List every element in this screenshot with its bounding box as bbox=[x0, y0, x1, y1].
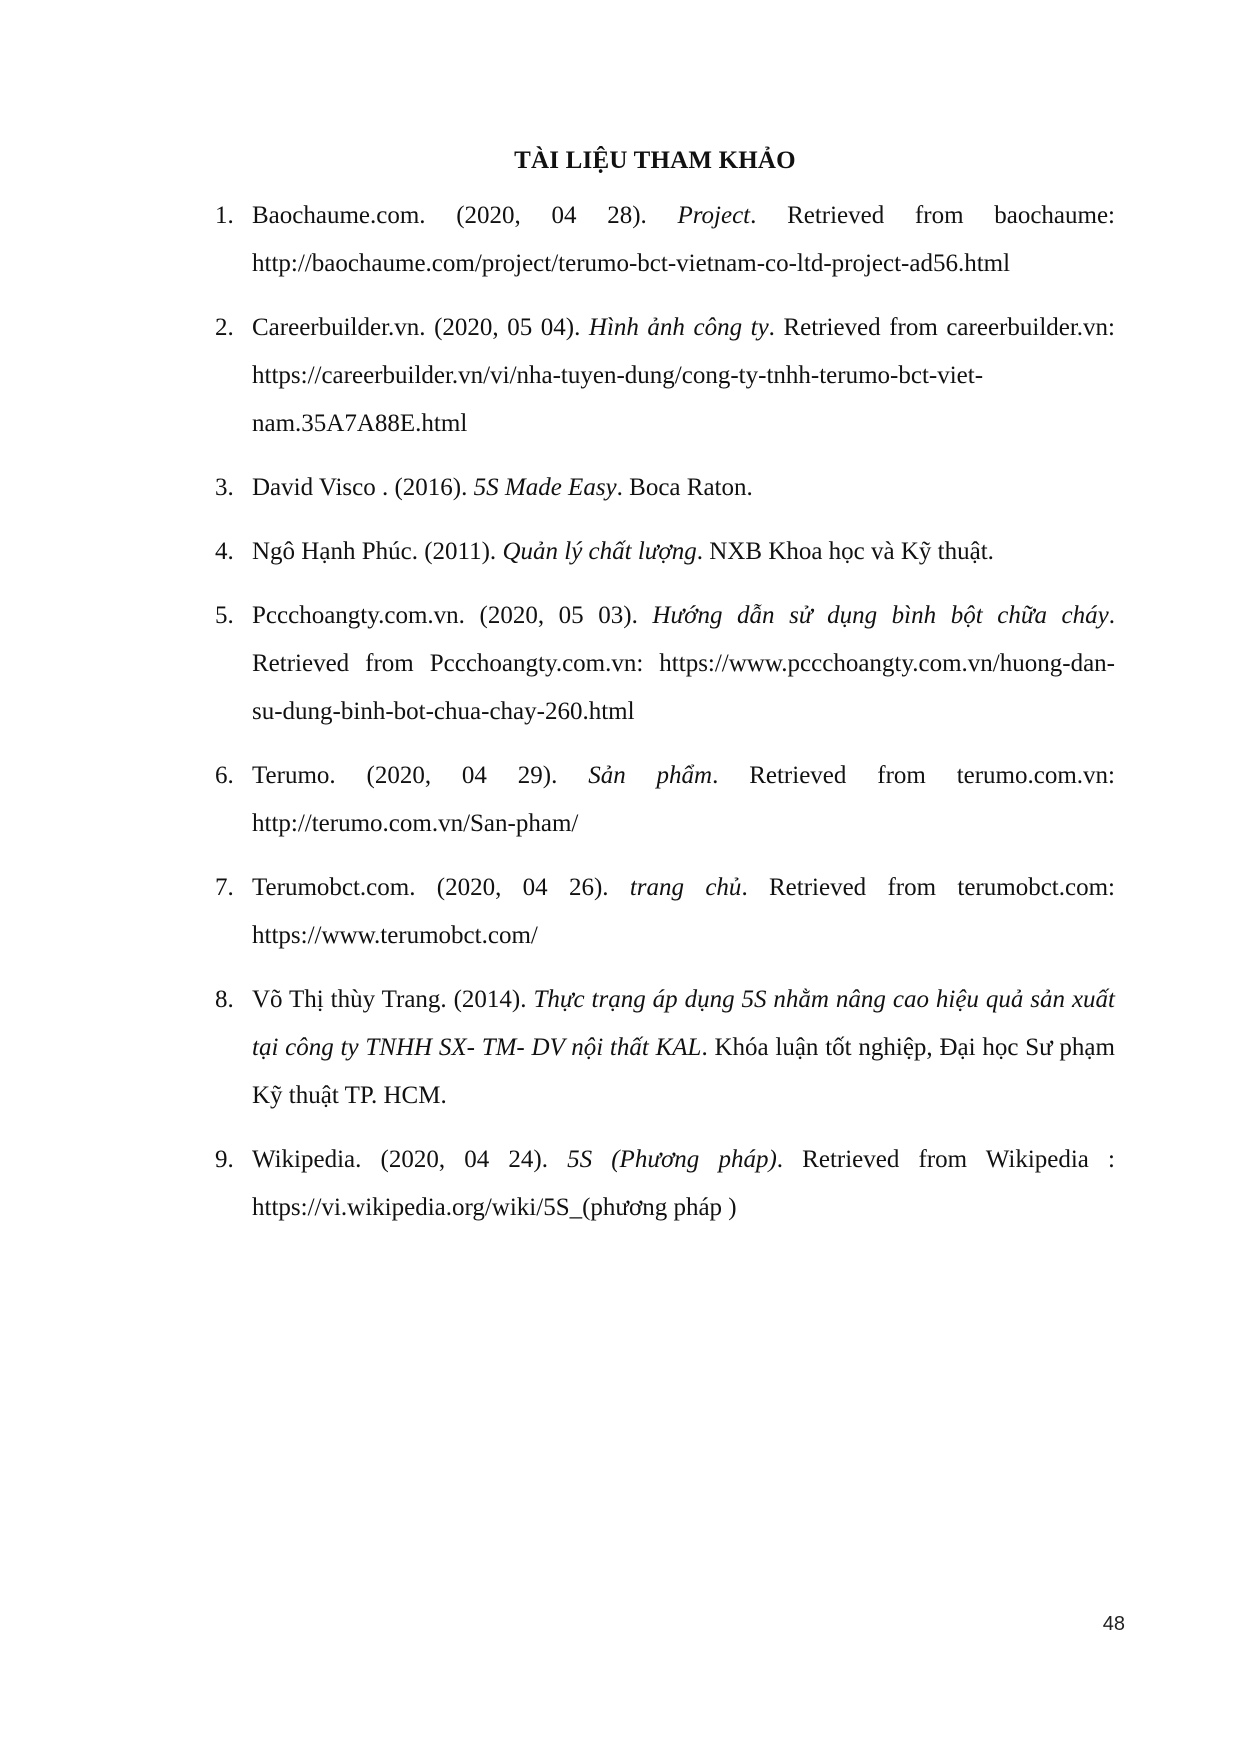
reference-text bbox=[252, 752, 1115, 848]
reference-text bbox=[252, 464, 1115, 512]
reference-text bbox=[252, 592, 1115, 736]
page-number: 48 bbox=[1102, 1613, 1125, 1635]
reference-source: . Boca Raton. bbox=[616, 474, 753, 501]
reference-item bbox=[215, 304, 1115, 448]
reference-title: Quản lý chất lượng bbox=[502, 538, 697, 565]
reference-author: Ngô Hạnh Phúc. (2011). bbox=[252, 538, 503, 565]
reference-item bbox=[215, 1136, 1115, 1232]
reference-item bbox=[215, 528, 1115, 576]
reference-item bbox=[215, 976, 1115, 1120]
reference-item bbox=[215, 592, 1115, 736]
reference-text bbox=[252, 528, 1115, 576]
reference-number: 1. bbox=[215, 202, 234, 229]
reference-text bbox=[252, 1136, 1115, 1232]
reference-title: Hướng dẫn sử dụng bình bột chữa cháy bbox=[652, 602, 1109, 629]
reference-author: Careerbuilder.vn. (2020, 05 04). bbox=[252, 314, 589, 341]
reference-number: 4. bbox=[215, 538, 234, 565]
reference-title: Sản phẩm bbox=[588, 762, 713, 789]
reference-source: . NXB Khoa học và Kỹ thuật. bbox=[696, 538, 994, 565]
reference-number: 2. bbox=[215, 314, 234, 341]
reference-number: 9. bbox=[215, 1146, 234, 1173]
reference-item bbox=[215, 192, 1115, 288]
reference-text bbox=[252, 304, 1115, 448]
reference-source: . Retrieved from Wikipedia : https://vi.wikipedia.org/wiki/5S_(phương pháp ) bbox=[252, 1146, 1115, 1221]
page-title: TÀI LIỆU THAM KHẢO bbox=[514, 147, 796, 174]
reference-text bbox=[252, 864, 1115, 960]
reference-source: . Retrieved from careerbuilder.vn: https://careerbuilder.vn/vi/nha-tuyen-dung/cong-ty-tnhh-terumo-bct-viet-nam.35A7A88E.html bbox=[252, 314, 1115, 437]
reference-number: 8. bbox=[215, 986, 234, 1013]
reference-number: 3. bbox=[215, 474, 234, 501]
reference-title: trang chủ bbox=[629, 874, 742, 901]
reference-text bbox=[252, 976, 1115, 1120]
reference-number: 7. bbox=[215, 874, 234, 901]
reference-author: Pccchoangty.com.vn. (2020, 05 03). bbox=[252, 602, 653, 629]
reference-title: Project bbox=[677, 202, 751, 229]
reference-item bbox=[215, 464, 1115, 512]
reference-item bbox=[215, 752, 1115, 848]
reference-list bbox=[215, 192, 1115, 1248]
reference-title: 5S (Phương pháp) bbox=[567, 1146, 777, 1173]
reference-item bbox=[215, 864, 1115, 960]
reference-author: Baochaume.com. (2020, 04 28). bbox=[252, 202, 678, 229]
reference-title: Thực trạng áp dụng 5S nhằm nâng cao hiệu quả sản xuất tại công ty TNHH SX- TM- DV nội thất KAL bbox=[252, 986, 1115, 1061]
reference-title: 5S Made Easy bbox=[473, 474, 617, 501]
reference-source: . Retrieved from terumo.com.vn: http://terumo.com.vn/San-pham/ bbox=[252, 762, 1115, 837]
reference-source: . Retrieved from terumobct.com: https://www.terumobct.com/ bbox=[252, 874, 1115, 949]
reference-number: 5. bbox=[215, 602, 234, 629]
reference-title: Hình ảnh công ty bbox=[588, 314, 769, 341]
reference-author: Wikipedia. (2020, 04 24). bbox=[252, 1146, 568, 1173]
reference-author: Võ Thị thùy Trang. (2014). bbox=[252, 986, 534, 1013]
reference-source: . Khóa luận tốt nghiệp, Đại học Sư phạm Kỹ thuật TP. HCM. bbox=[252, 1034, 1115, 1109]
reference-source: . Retrieved from baochaume: http://baochaume.com/project/terumo-bct-vietnam-co-ltd-project-ad56.html bbox=[252, 202, 1115, 277]
reference-text bbox=[252, 192, 1115, 288]
reference-author: Terumo. (2020, 04 29). bbox=[252, 762, 589, 789]
reference-author: David Visco . (2016). bbox=[252, 474, 474, 501]
reference-number: 6. bbox=[215, 762, 234, 789]
reference-author: Terumobct.com. (2020, 04 26). bbox=[252, 874, 630, 901]
reference-source: . Retrieved from Pccchoangty.com.vn: https://www.pccchoangty.com.vn/huong-dan-su-dung-binh-bot-chua-chay-260.html bbox=[252, 602, 1115, 725]
